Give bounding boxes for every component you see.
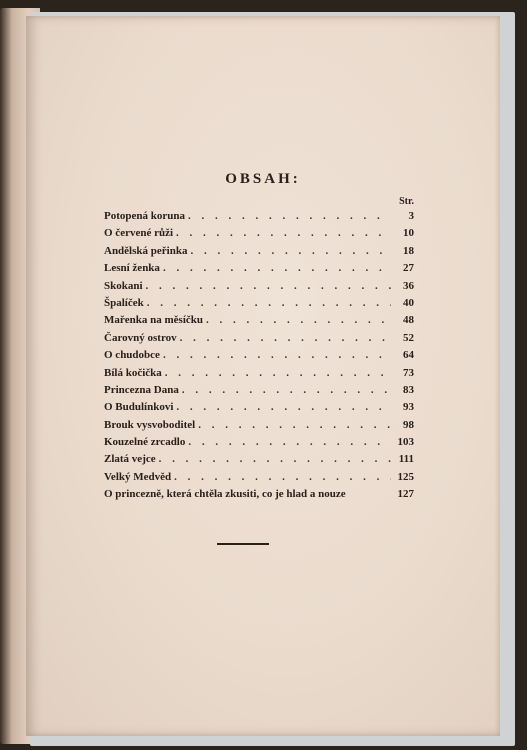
toc-entry-title: Skokani <box>104 279 143 292</box>
dot-leader <box>180 332 391 344</box>
toc-entry <box>104 349 414 366</box>
toc-entry <box>104 367 414 384</box>
toc-entry-page: 103 <box>397 436 414 449</box>
toc-entry <box>104 210 414 227</box>
table-of-contents <box>104 210 414 506</box>
toc-entry-title: Bílá kočička <box>104 366 162 379</box>
toc-entry <box>104 297 414 314</box>
toc-entry <box>104 453 414 470</box>
toc-entry-title: Princezna Dana <box>104 383 179 396</box>
toc-entry-page: 18 <box>403 244 414 257</box>
toc-entry-page: 125 <box>397 470 414 483</box>
dot-leader <box>165 367 391 379</box>
toc-entry <box>104 314 414 331</box>
toc-entry-title: O princezně, která chtěla zkusiti, co je hlad a nouze <box>104 488 346 501</box>
dot-leader <box>182 384 391 396</box>
toc-entry-page: 98 <box>403 418 414 431</box>
toc-entry-title: Lesní ženka <box>104 262 160 275</box>
toc-entry-page: 127 <box>397 488 414 501</box>
toc-entry-page: 111 <box>398 453 414 466</box>
toc-entry <box>104 280 414 297</box>
toc-entry <box>104 245 414 262</box>
toc-entry-page: 40 <box>403 296 414 309</box>
toc-entry <box>104 419 414 436</box>
toc-entry <box>104 401 414 418</box>
dot-leader <box>206 314 391 326</box>
toc-entry <box>104 332 414 349</box>
dot-leader <box>146 280 391 292</box>
toc-entry-title: Mařenka na měsíčku <box>104 314 203 327</box>
dot-leader <box>176 401 391 413</box>
dot-leader <box>198 419 391 431</box>
toc-entry-title: O Budulínkovi <box>104 401 174 414</box>
dot-leader <box>163 262 391 274</box>
toc-entry-title: Potopená koruna <box>104 210 185 222</box>
contents-page <box>26 16 500 736</box>
toc-entry <box>104 262 414 279</box>
toc-entry-page: 83 <box>403 383 414 396</box>
toc-entry-title: Velký Medvěd <box>104 470 172 483</box>
dot-leader <box>174 471 391 483</box>
toc-entry <box>104 488 414 505</box>
toc-entry-title: Andělská peřinka <box>104 244 188 257</box>
toc-entry-page: 64 <box>403 349 414 362</box>
toc-entry-page: 27 <box>403 262 414 275</box>
toc-entry-page: 93 <box>403 401 414 414</box>
toc-entry-title: Špalíček <box>104 296 144 309</box>
toc-entry-title: Čarovný ostrov <box>104 331 177 344</box>
toc-entry-page: 3 <box>408 210 414 222</box>
toc-entry <box>104 384 414 401</box>
toc-entry-page: 48 <box>403 314 414 327</box>
dot-leader <box>190 245 391 257</box>
toc-entry-title: O červené růži <box>104 227 174 240</box>
toc-entry-page: 36 <box>403 279 414 292</box>
dot-leader <box>188 210 391 222</box>
toc-entry-page: 10 <box>403 227 414 240</box>
toc-entry <box>104 227 414 244</box>
toc-entry-title: Brouk vysvoboditel <box>104 418 196 431</box>
toc-entry-title: Kouzelné zrcadlo <box>104 436 186 449</box>
dot-leader <box>159 453 391 465</box>
toc-entry-title: O chudobce <box>104 349 160 362</box>
dot-leader <box>176 227 391 239</box>
toc-entry <box>104 436 414 453</box>
dot-leader <box>188 436 391 448</box>
page-column-label: Str. <box>399 196 414 207</box>
toc-entry <box>104 471 414 488</box>
toc-entry-title: Zlatá vejce <box>104 453 156 466</box>
toc-entry-page: 52 <box>403 331 414 344</box>
dot-leader <box>147 297 391 309</box>
dot-leader <box>163 349 391 361</box>
toc-entry-page: 73 <box>403 366 414 379</box>
contents-heading: OBSAH: <box>225 171 301 187</box>
closing-rule <box>217 543 269 545</box>
